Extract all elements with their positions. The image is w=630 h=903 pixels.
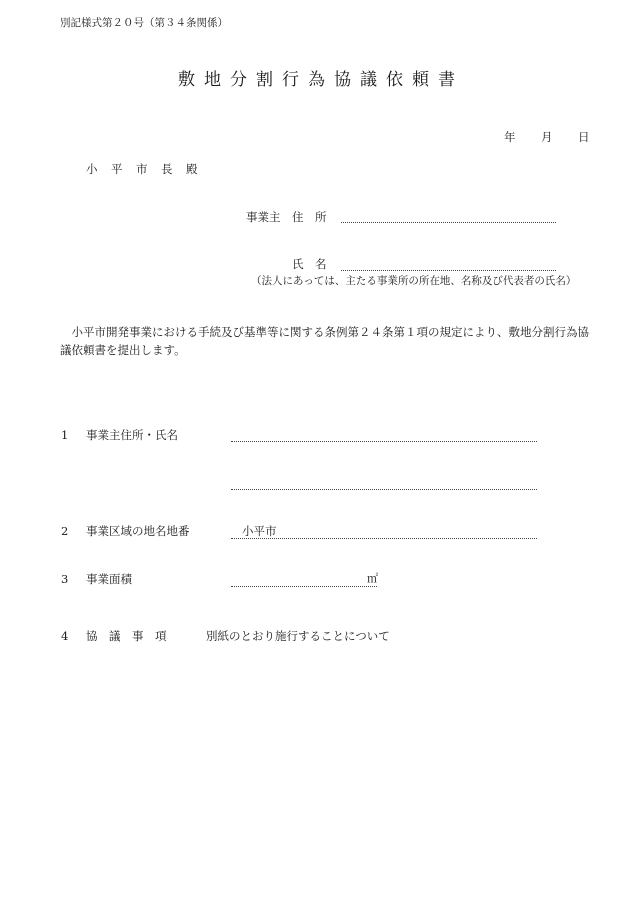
item-2-value: 小平市: [242, 524, 277, 538]
item-1-field-line-1[interactable]: [231, 441, 537, 442]
applicant-address-field[interactable]: [341, 222, 556, 223]
item-4-number: 4: [61, 629, 69, 643]
document-title: 敷地分割行為協議依頼書: [178, 70, 464, 90]
body-paragraph: 小平市開発事業における手続及び基準等に関する条例第２４条第１項の規定により、敷地分割行為協議依頼書を提出します。: [60, 325, 589, 357]
item-1-number: 1: [61, 428, 69, 442]
applicant-address-label: 事業主 住 所: [246, 210, 327, 224]
date-year-label: 年: [504, 130, 516, 144]
item-2-number: 2: [61, 524, 69, 538]
item-3-unit: ㎡: [367, 572, 378, 585]
item-4-value: 別紙のとおり施行することについて: [206, 629, 390, 643]
item-4-label: 協 議 事 項: [86, 629, 167, 643]
item-3-field[interactable]: [231, 586, 377, 587]
corporate-note: （法人にあっては、主たる事業所の所在地、名称及び代表者の氏名）: [251, 275, 577, 287]
applicant-name-field[interactable]: [341, 270, 556, 271]
item-2-label: 事業区域の地名地番: [86, 524, 190, 538]
date-day-label: 日: [578, 130, 590, 144]
item-1-label: 事業主住所・氏名: [86, 428, 178, 442]
form-number: 別記様式第２０号（第３４条関係）: [60, 17, 228, 29]
item-3-label: 事業面積: [86, 572, 132, 586]
item-3-number: 3: [61, 572, 69, 586]
item-2-field[interactable]: [231, 538, 537, 539]
item-1-field-line-2[interactable]: [231, 489, 537, 490]
date-month-label: 月: [541, 130, 553, 144]
addressee: 小 平 市 長 殿: [86, 162, 199, 176]
applicant-name-label: 氏 名: [292, 257, 327, 271]
